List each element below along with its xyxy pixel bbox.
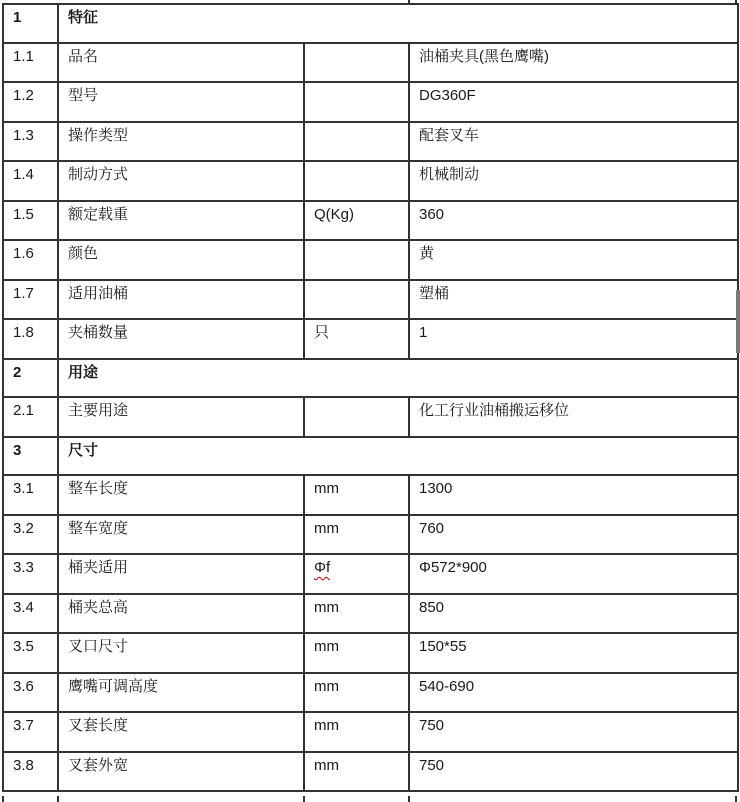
row-number: 1: [3, 4, 58, 43]
spec-value: 配套叉车: [409, 122, 738, 162]
spec-label: 鹰嘴可调高度: [58, 673, 304, 713]
spec-value: DG360F: [409, 82, 738, 122]
row-number: 1.7: [3, 280, 58, 320]
unit-text: mm: [314, 717, 339, 734]
unit-text: mm: [314, 756, 339, 774]
section-row: [3, 4, 738, 43]
spec-value: 化工行业油桶搬运移位: [409, 397, 738, 437]
table-row: [3, 752, 738, 792]
spec-unit: [304, 475, 409, 515]
spec-value: 760: [409, 515, 738, 555]
spec-value: 1300: [409, 475, 738, 515]
row-number: 1.5: [3, 201, 58, 241]
table-gridline: [2, 796, 4, 802]
table-gridline: [735, 796, 737, 802]
unit-text: mm: [314, 480, 339, 497]
spec-label: 额定载重: [58, 201, 304, 241]
spec-label: 品名: [58, 43, 304, 83]
section-title: 特征: [58, 4, 738, 43]
table-row: [3, 82, 738, 122]
spec-value: 750: [409, 752, 738, 792]
spec-value: 黄: [409, 240, 738, 280]
spec-label: 适用油桶: [58, 280, 304, 320]
spec-value: 1: [409, 319, 738, 359]
spec-value: 机械制动: [409, 161, 738, 201]
section-row: [3, 437, 738, 476]
table-row: [3, 397, 738, 437]
spec-label: 主要用途: [58, 397, 304, 437]
table-row: [3, 673, 738, 713]
table-row: [3, 240, 738, 280]
spec-label: 颜色: [58, 240, 304, 280]
spec-value: 850: [409, 594, 738, 634]
spec-value: 塑桶: [409, 280, 738, 320]
spec-value: Φ572*900: [409, 554, 738, 594]
spec-unit: [304, 280, 409, 320]
spec-unit: [304, 201, 409, 241]
unit-text: mm: [314, 519, 339, 537]
row-number: 1.8: [3, 319, 58, 359]
spec-label: 整车长度: [58, 475, 304, 515]
spec-unit: [304, 43, 409, 83]
table-row: [3, 712, 738, 752]
unit-text: Q(Kg): [314, 205, 355, 223]
spec-value: 150*55: [409, 633, 738, 673]
row-number: 3.4: [3, 594, 58, 634]
spec-unit: [304, 515, 409, 555]
table-gridline: [408, 796, 410, 802]
row-number: 3.3: [3, 554, 58, 594]
row-number: 3: [3, 437, 58, 476]
spec-label: 叉套长度: [58, 712, 304, 752]
section-row: [3, 359, 738, 398]
spec-label: 叉口尺寸: [58, 633, 304, 673]
row-number: 3.1: [3, 475, 58, 515]
spec-unit: [304, 240, 409, 280]
row-number: 1.3: [3, 122, 58, 162]
spec-unit: [304, 82, 409, 122]
spec-table: [2, 3, 739, 792]
spec-unit: [304, 752, 409, 792]
spec-label: 桶夹适用: [58, 554, 304, 594]
unit-text: mm: [314, 638, 339, 655]
table-row: [3, 594, 738, 634]
row-number: 1.1: [3, 43, 58, 83]
spec-label: 操作类型: [58, 122, 304, 162]
unit-text: mm: [314, 677, 339, 695]
table-gridline: [57, 796, 59, 802]
row-number: 3.5: [3, 633, 58, 673]
table-row: [3, 633, 738, 673]
table-row: [3, 515, 738, 555]
table-row: [3, 122, 738, 162]
table-row: [3, 280, 738, 320]
spec-label: 夹桶数量: [58, 319, 304, 359]
spec-unit: [304, 397, 409, 437]
spec-label: 型号: [58, 82, 304, 122]
row-number: 1.6: [3, 240, 58, 280]
table-row: [3, 201, 738, 241]
spec-unit: [304, 319, 409, 359]
spec-unit: [304, 673, 409, 713]
spec-label: 制动方式: [58, 161, 304, 201]
spec-label: 桶夹总高: [58, 594, 304, 634]
row-number: 3.6: [3, 673, 58, 713]
section-title: 尺寸: [58, 437, 738, 476]
table-row: [3, 319, 738, 359]
row-number: 2: [3, 359, 58, 398]
spec-value: 540-690: [409, 673, 738, 713]
table-row: [3, 43, 738, 83]
spec-unit: [304, 712, 409, 752]
spec-unit: [304, 633, 409, 673]
table-row: [3, 161, 738, 201]
spec-value: 油桶夹具(黑色鹰嘴): [409, 43, 738, 83]
spec-label: 叉套外宽: [58, 752, 304, 792]
table-row: [3, 475, 738, 515]
unit-text: mm: [314, 598, 339, 616]
row-number: 2.1: [3, 397, 58, 437]
row-number: 3.8: [3, 752, 58, 792]
table-gridline: [303, 796, 305, 802]
table-row: [3, 554, 738, 594]
spec-value: 360: [409, 201, 738, 241]
row-number: 1.4: [3, 161, 58, 201]
unit-text: 只: [314, 324, 330, 341]
spec-unit: [304, 554, 409, 594]
spec-unit: [304, 594, 409, 634]
row-number: 3.2: [3, 515, 58, 555]
spec-unit: [304, 161, 409, 201]
scrollbar-thumb[interactable]: [736, 290, 740, 353]
section-title: 用途: [58, 359, 738, 398]
misspelled-unit: Φf: [314, 559, 331, 576]
spec-value: 750: [409, 712, 738, 752]
spec-unit: [304, 122, 409, 162]
spec-label: 整车宽度: [58, 515, 304, 555]
row-number: 3.7: [3, 712, 58, 752]
row-number: 1.2: [3, 82, 58, 122]
